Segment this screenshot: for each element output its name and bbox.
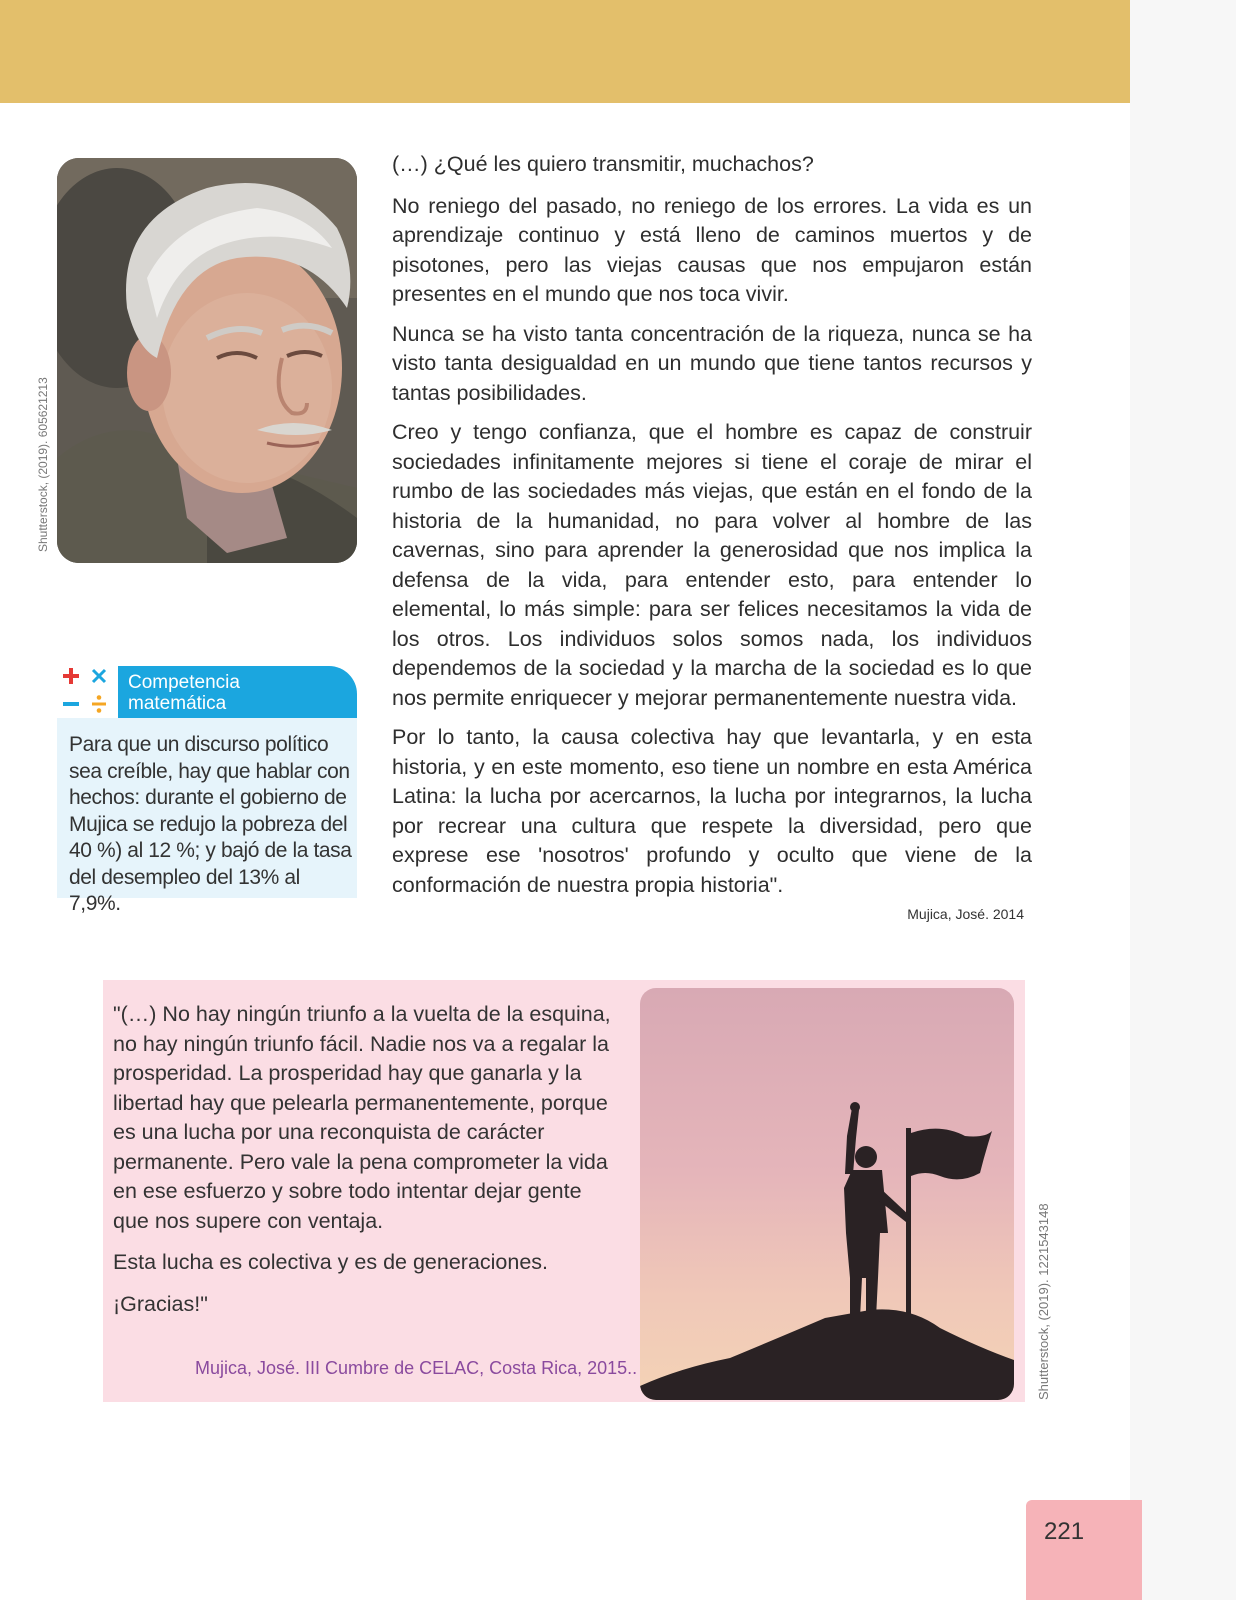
flag-silhouette-photo (640, 988, 1014, 1400)
portrait-photo (57, 158, 357, 563)
competencia-title (128, 672, 240, 714)
speech-citation: Mujica, José. 2014 (907, 906, 1024, 922)
competencia-title-line2: matemática (128, 693, 227, 714)
header-band (0, 0, 1130, 103)
speech-text (392, 150, 1032, 910)
speech-paragraph: Por lo tanto, la causa colectiva hay que levantarla, y en esta historia, y en este momento, eso tiene un nombre en esta América Latina: la lucha por acercarnos, la lucha por integrarnos, la lucha por recrear una cultura que respete la diversidad, pero que exprese ese 'nosotros' profundo y oculto que viene de la conformación de nuestra propia historia". (392, 725, 1032, 897)
competencia-body (57, 718, 357, 915)
quote-text (113, 1000, 613, 1331)
speech-paragraph: Nunca se ha visto tanta concentración de la riqueza, nunca se ha visto tanta desigualdad en un mundo que tiene tantos recursos y tantas posibilidades. (392, 321, 1032, 405)
quote-citation: Mujica, José. III Cumbre de CELAC, Costa Rica, 2015.. (195, 1358, 638, 1378)
competencia-text: Para que un discurso político sea creíble, hay que hablar con hechos: durante el gobierno de Mujica se redujo la pobreza del 40 %) al 12 %; y bajó de la tasa del desempleo del 13% al 7,9%. (69, 733, 352, 915)
quote-paragraph: "(…) No hay ningún triunfo a la vuelta de la esquina, no hay ningún triunfo fácil. Nadie nos va a regalar la prosperidad. La prosperidad hay que ganarla y la libertad hay que pelearla permanentemente, porque es una lucha por una reconquista de carácter permanente. Pero vale la pena comprometer la vida en ese esfuerzo y sobre todo intentar dejar gente que nos supere con ventaja. (113, 1002, 611, 1233)
speech-paragraph: (…) ¿Qué les quiero transmitir, muchachos? (392, 152, 814, 176)
speech-paragraph: Creo y tengo confianza, que el hombre es capaz de construir sociedades infinitamente mejores si tiene el coraje de mirar el rumbo de las sociedades más viejas, que están en el fondo de la historia de la humanidad, no para volver al hombre de las cavernas, sino para aprender la generosidad que nos implica la defensa de la vida, para entender esto, para entender lo elemental, lo más simple: para ser felices necesitamos la vida de los otros. Los individuos solos somos nada, los individuos dependemos de la sociedad y la marcha de la sociedad es lo que nos permite enriquecer y mejorar permanentemente nuestra vida. (392, 420, 1032, 710)
math-operators-icon (55, 660, 115, 720)
flag-photo-credit: Shutterstock, (2019). 1221543148 (1036, 1203, 1051, 1400)
page-margin-strip (1130, 0, 1236, 1600)
quote-paragraph: ¡Gracias!" (113, 1291, 208, 1316)
portrait-illustration (57, 158, 357, 563)
page-number: 221 (1044, 1518, 1085, 1545)
quote-paragraph: Esta lucha es colectiva y es de generaciones. (113, 1250, 549, 1274)
speech-paragraph: No reniego del pasado, no reniego de los errores. La vida es un aprendizaje continuo y está lleno de caminos muertos y de pisotones, pero las viejas causas que nos empujaron están presentes en el mundo que nos toca vivir. (392, 193, 1032, 306)
flag-silhouette-illustration (640, 988, 1014, 1400)
portrait-photo-credit: Shutterstock, (2019). 605621213 (36, 377, 50, 552)
competencia-header (118, 666, 357, 718)
page-number-tab (1026, 1500, 1142, 1600)
competencia-title-line1: Competencia (128, 672, 240, 693)
